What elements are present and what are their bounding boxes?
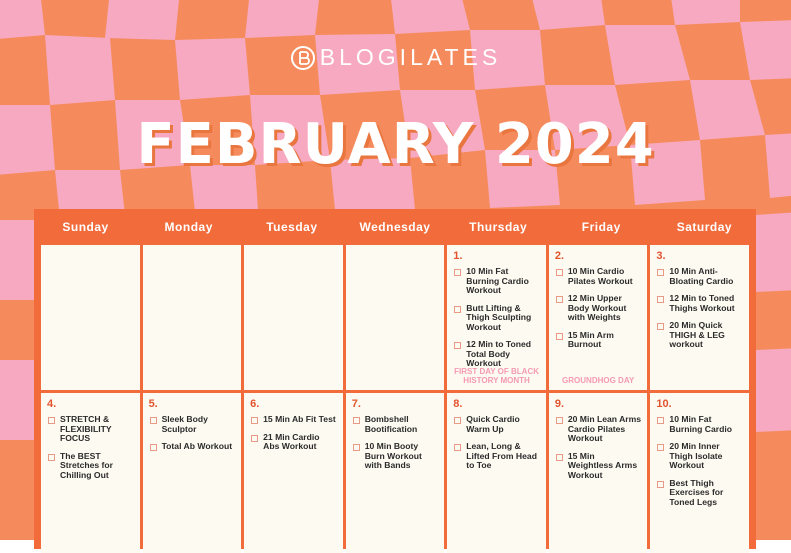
workout-list <box>656 267 743 350</box>
day-note: FIRST DAY OF BLACK HISTORY MONTH <box>454 367 540 385</box>
workout-title: STRETCH & FLEXIBILITY FOCUS <box>60 414 112 443</box>
calendar-day-cell <box>549 393 648 553</box>
workout-item <box>555 452 642 481</box>
workout-item <box>453 442 540 471</box>
workout-item <box>656 321 743 350</box>
calendar-day-cell <box>650 245 749 390</box>
workout-list <box>453 267 540 369</box>
calendar <box>34 209 756 549</box>
workout-list <box>352 415 439 471</box>
day-number: 2. <box>554 250 565 262</box>
calendar-day-cell <box>447 393 546 553</box>
workout-checkbox[interactable] <box>454 306 461 313</box>
workout-checkbox[interactable] <box>454 417 461 424</box>
workout-title: 10 Min Booty Burn Workout with Bands <box>364 441 422 470</box>
weekday-sunday: Sunday <box>62 220 109 234</box>
workout-title: 10 Min Fat Burning Cardio Workout <box>466 266 529 295</box>
workout-list <box>555 415 642 480</box>
workout-item <box>656 267 743 286</box>
workout-title: 15 Min Weightless Arms Workout <box>567 450 638 480</box>
day-number: 6. <box>250 398 260 410</box>
workout-title: 12 Min to Toned Total Body Workout <box>466 339 532 368</box>
workout-title: Bombshell Bootification <box>364 414 418 434</box>
workout-checkbox[interactable] <box>657 444 664 451</box>
workout-checkbox[interactable] <box>353 444 360 451</box>
calendar-day-cell <box>549 245 648 390</box>
calendar-title: FEBRUARY 2024 <box>136 112 655 177</box>
workout-item <box>453 340 540 369</box>
workout-item <box>656 479 743 508</box>
calendar-day-cell <box>650 393 749 553</box>
workout-item <box>656 415 743 434</box>
workout-title: Best Thigh Exercises for Toned Legs <box>669 477 724 507</box>
day-number: 9. <box>554 398 565 410</box>
workout-checkbox[interactable] <box>454 269 461 276</box>
workout-title: 10 Min Cardio Pilates Workout <box>567 266 633 286</box>
weekday-wednesday: Wednesday <box>359 220 431 234</box>
workout-item <box>555 331 642 350</box>
workout-title: The BEST Stretches for Chilling Out <box>60 450 114 480</box>
workout-checkbox[interactable] <box>454 444 461 451</box>
workout-title: 15 Min Ab Fit Test <box>263 414 336 424</box>
weekday-thursday: Thursday <box>469 220 528 234</box>
workout-list <box>453 415 540 471</box>
workout-title: Quick Cardio Warm Up <box>466 414 520 434</box>
weekday-saturday: Saturday <box>676 220 733 234</box>
day-number: 4. <box>47 398 57 410</box>
calendar-grid <box>41 245 749 549</box>
calendar-day-cell <box>244 393 343 553</box>
workout-list <box>47 415 134 480</box>
workout-list <box>555 267 642 350</box>
calendar-day-cell <box>143 393 242 553</box>
calendar-day-cell <box>346 245 445 390</box>
workout-checkbox[interactable] <box>556 269 563 276</box>
workout-list <box>656 415 743 507</box>
workout-item <box>149 442 236 452</box>
weekday-monday: Monday <box>164 220 213 234</box>
workout-title: 20 Min Inner Thigh Isolate Workout <box>669 441 723 470</box>
workout-title: 15 Min Arm Burnout <box>567 329 614 349</box>
workout-checkbox[interactable] <box>556 296 563 303</box>
workout-checkbox[interactable] <box>150 444 157 451</box>
workout-item <box>453 304 540 333</box>
workout-title: 10 Min Fat Burning Cardio <box>669 414 732 434</box>
workout-title: 21 Min Cardio Abs Workout <box>263 431 320 451</box>
workout-checkbox[interactable] <box>657 323 664 330</box>
blogilates-logo-icon <box>290 45 316 71</box>
workout-list <box>250 415 337 452</box>
weekday-header <box>34 209 756 245</box>
workout-item <box>656 294 743 313</box>
workout-item <box>555 294 642 323</box>
calendar-day-cell <box>244 245 343 390</box>
day-number: 1. <box>453 250 463 262</box>
workout-item <box>149 415 236 434</box>
workout-title: Sleek Body Sculptor <box>161 414 208 434</box>
workout-checkbox[interactable] <box>657 481 664 488</box>
weekday-friday: Friday <box>581 220 621 234</box>
weekday-tuesday: Tuesday <box>266 220 318 234</box>
calendar-day-cell <box>447 245 546 390</box>
workout-item <box>656 442 743 471</box>
workout-item <box>250 415 337 425</box>
day-number: 8. <box>453 398 463 410</box>
workout-checkbox[interactable] <box>556 454 563 461</box>
workout-checkbox[interactable] <box>48 417 55 424</box>
workout-item <box>47 415 134 444</box>
workout-checkbox[interactable] <box>657 269 664 276</box>
calendar-day-cell <box>346 393 445 553</box>
workout-item <box>47 452 134 481</box>
day-number: 5. <box>148 398 158 410</box>
day-number: 7. <box>351 398 361 410</box>
workout-title: Total Ab Workout <box>161 441 233 451</box>
workout-title: 20 Min Lean Arms Cardio Pilates Workout <box>567 414 642 443</box>
workout-item <box>555 415 642 444</box>
workout-title: 12 Min to Toned Thighs Workout <box>669 293 735 313</box>
calendar-day-cell <box>41 393 140 553</box>
workout-checkbox[interactable] <box>556 417 563 424</box>
workout-title: 12 Min Upper Body Workout with Weights <box>567 293 627 322</box>
workout-title: Lean, Long & Lifted From Head to Toe <box>466 441 537 470</box>
calendar-day-cell <box>143 245 242 390</box>
workout-item <box>352 442 439 471</box>
day-number: 10. <box>656 398 672 410</box>
workout-checkbox[interactable] <box>48 454 55 461</box>
day-number: 3. <box>656 250 666 262</box>
workout-checkbox[interactable] <box>657 296 664 303</box>
workout-checkbox[interactable] <box>353 417 360 424</box>
workout-title: 20 Min Quick THIGH & LEG workout <box>669 320 725 349</box>
workout-checkbox[interactable] <box>251 417 258 424</box>
workout-item <box>352 415 439 434</box>
brand-logo <box>0 44 791 71</box>
day-note: GROUNDHOG DAY <box>562 376 635 385</box>
workout-title: Butt Lifting & Thigh Sculpting Workout <box>466 302 532 332</box>
workout-checkbox[interactable] <box>251 435 258 442</box>
workout-item <box>555 267 642 286</box>
workout-checkbox[interactable] <box>556 333 563 340</box>
workout-item <box>453 415 540 434</box>
calendar-day-cell <box>41 245 140 390</box>
workout-item <box>453 267 540 296</box>
workout-checkbox[interactable] <box>150 417 157 424</box>
workout-checkbox[interactable] <box>454 342 461 349</box>
workout-title: 10 Min Anti-Bloating Cardio <box>669 266 734 286</box>
workout-checkbox[interactable] <box>657 417 664 424</box>
workout-list <box>149 415 236 452</box>
brand-name: BLOGILATES <box>319 44 502 70</box>
workout-item <box>250 433 337 452</box>
